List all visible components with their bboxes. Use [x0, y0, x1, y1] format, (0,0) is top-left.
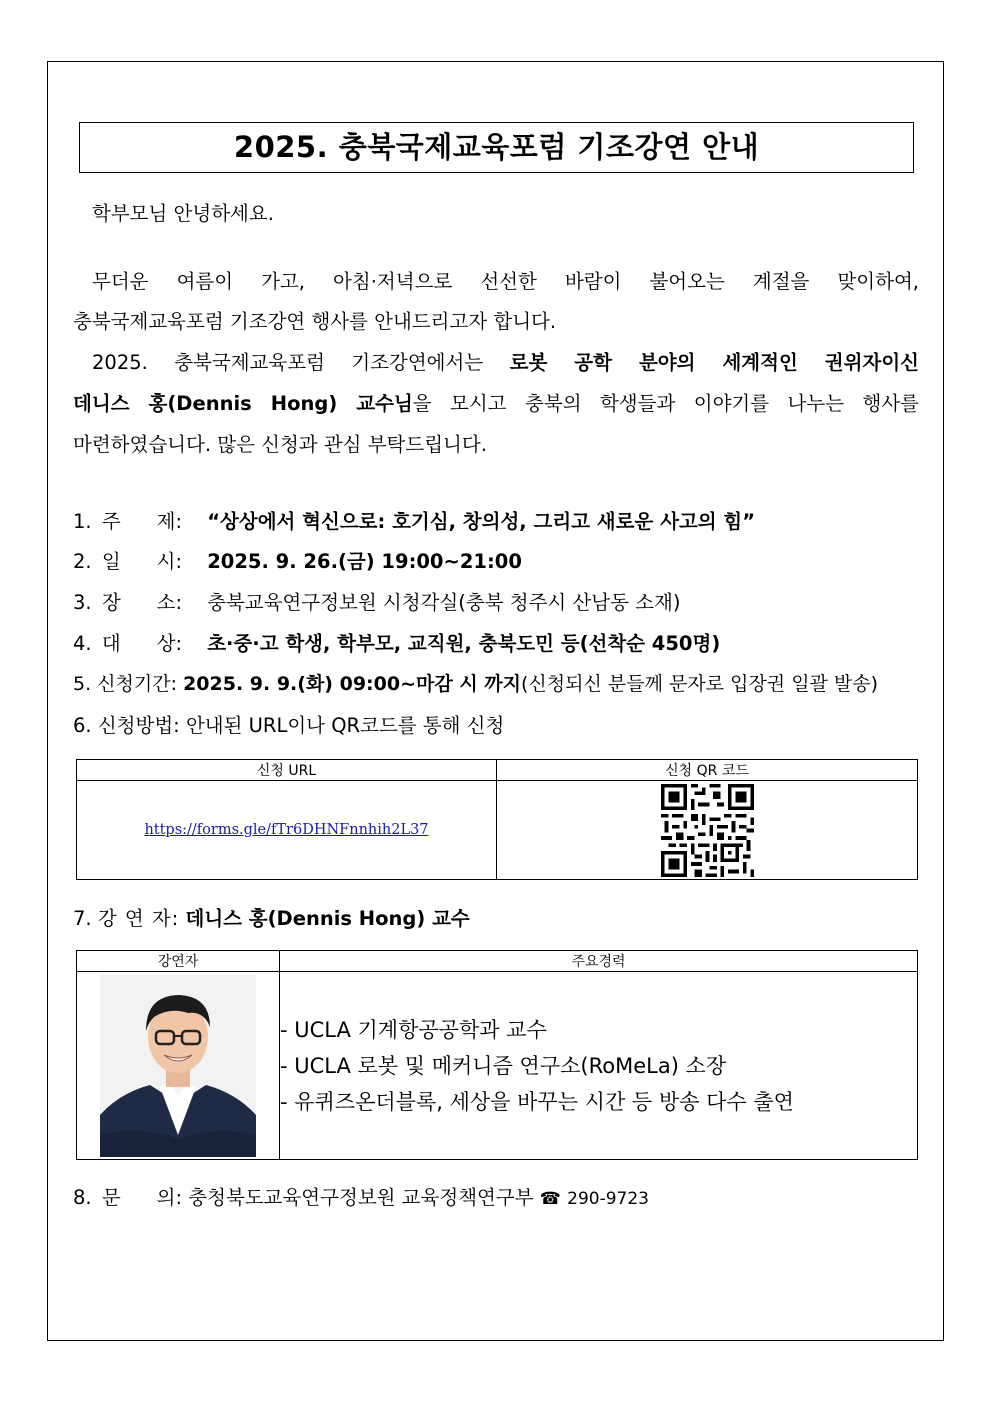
para2-line2 [73, 388, 919, 416]
date-value: 2025. 9. 26.(금) 19:00~21:00 [207, 550, 522, 573]
para2-line1 [73, 347, 919, 375]
method-value: 안내된 URL이나 QR코드를 통해 신청 [185, 714, 505, 737]
speaker-header: 강연자 [77, 951, 280, 972]
speaker-name-inline: 데니스 홍(Dennis Hong) 교수님 [73, 392, 413, 415]
speaker-table [76, 950, 918, 1160]
para1-line2: 충북국제교육포럼 기조강연 행사를 안내드리고자 합니다. [73, 310, 557, 333]
target-value: 초·중·고 학생, 학부모, 교직원, 충북도민 등(선착순 450명) [207, 632, 721, 655]
item-method: 6. 신청방법: 안내된 URL이나 QR코드를 통해 신청 [73, 714, 505, 737]
speaker-photo [100, 975, 256, 1157]
item-target: 4. 대 상: 초·중·고 학생, 학부모, 교직원, 충북도민 등(선착순 450명) [73, 632, 721, 655]
greeting: 학부모님 안녕하세요. [92, 202, 274, 225]
apply-table [76, 759, 918, 880]
career-item: - 유퀴즈온더블록, 세상을 바꾸는 시간 등 방송 다수 출연 [280, 1089, 794, 1114]
contact-phone: 290-9723 [567, 1189, 649, 1209]
item-theme: 1. 주 제: “상상에서 혁신으로: 호기심, 창의성, 그리고 새로운 사고의 힘” [73, 510, 756, 533]
item-date: 2. 일 시: 2025. 9. 26.(금) 19:00~21:00 [73, 550, 522, 573]
item-period: 5. 신청기간: 2025. 9. 9.(화) 09:00~마감 시 까지(신청되신 분들께 문자로 입장권 일괄 발송) [73, 673, 879, 695]
qr-code-icon[interactable] [661, 784, 754, 877]
theme-value: “상상에서 혁신으로: 호기심, 창의성, 그리고 새로운 사고의 힘” [207, 510, 756, 533]
apply-url-link[interactable]: https://forms.gle/fTr6DHNFnnhih2L37 [144, 822, 429, 838]
apply-qr-header: 신청 QR 코드 [497, 760, 918, 781]
para2-line2-text: 을 모시고 충북의 학생들과 이야기를 나누는 행사를 [412, 392, 919, 415]
career-item: - UCLA 로봇 및 메커니즘 연구소(RoMeLa) 소장 [280, 1053, 727, 1078]
page-title: 2025. 충북국제교육포럼 기조강연 안내 [79, 122, 914, 173]
place-value: 충북교육연구정보원 시청각실(충북 청주시 산남동 소재) [207, 591, 681, 614]
speaker-photo-cell [77, 972, 280, 1160]
para2-line1-text: 2025. 충북국제교육포럼 기조강연에서는 [92, 351, 510, 374]
career-cell [280, 972, 918, 1160]
item-place: 3. 장 소: 충북교육연구정보원 시청각실(충북 청주시 산남동 소재) [73, 591, 681, 614]
phone-icon: ☎ [539, 1189, 561, 1209]
apply-url-header: 신청 URL [77, 760, 497, 781]
period-value: 2025. 9. 9.(화) 09:00~마감 시 까지 [183, 673, 522, 695]
speaker-value: 데니스 홍(Dennis Hong) 교수 [185, 907, 470, 930]
career-item: - UCLA 기계항공공학과 교수 [280, 1017, 547, 1042]
para2-line1-bold: 로봇 공학 분야의 세계적인 권위자이신 [509, 351, 919, 374]
apply-qr-cell [497, 781, 918, 880]
item-contact: 8. 문 의: 충청북도교육연구정보원 교육정책연구부 ☎ 290-9723 [73, 1186, 649, 1209]
para2-line3: 마련하였습니다. 많은 신청과 관심 부탁드립니다. [73, 433, 487, 456]
period-note: (신청되신 분들께 문자로 입장권 일괄 발송) [521, 673, 879, 695]
contact-value: 충청북도교육연구정보원 교육정책연구부 [188, 1186, 534, 1209]
para1-line1: 무더운 여름이 가고, 아침·저녁으로 선선한 바람이 불어오는 계절을 맞이하여, [92, 270, 919, 293]
item-speaker: 7. 강 연 자: 데니스 홍(Dennis Hong) 교수 [73, 907, 470, 930]
career-header: 주요경력 [280, 951, 918, 972]
apply-url-cell [77, 781, 497, 880]
